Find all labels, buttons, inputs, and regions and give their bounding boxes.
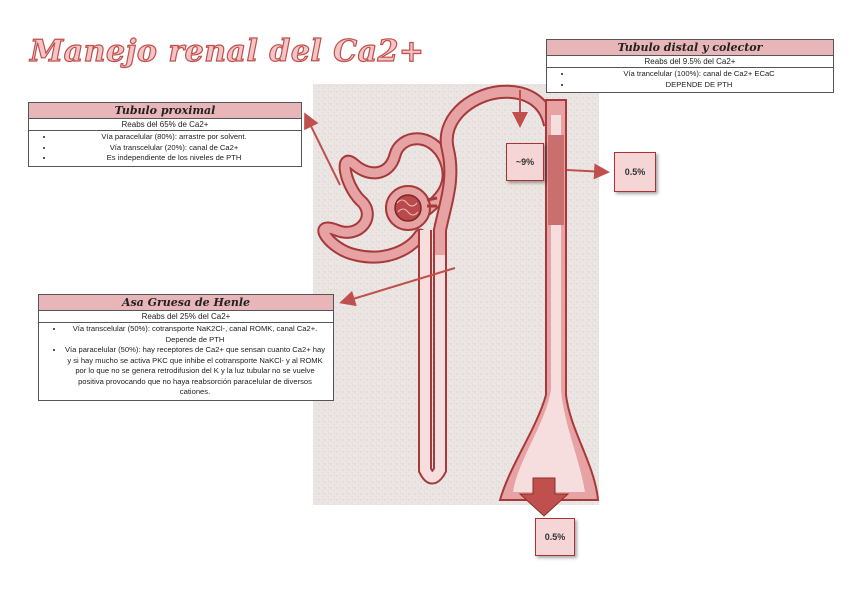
distal-subheader: Reabs del 9.5% del Ca2+: [547, 56, 834, 68]
list-item: • Vía paracelular (50%): hay receptores de Ca2+ que sensan cuanto Ca2+ hay y si hay mucho se activa PKC que inhibe el cotransporte NaKCl- y al ROMK por lo que no se genera retrodifusion del K y la luz tubular no se vuelve positiva provocando que no haya reabsorción paracelular de diversos cationes.: [64, 345, 326, 398]
proximal-header: Tubulo proximal: [29, 103, 302, 119]
excreted-pct-box: 0.5%: [535, 518, 575, 556]
proximal-subheader: Reabs del 65% de Ca2+: [29, 119, 302, 131]
list-item: • Vía transcelular (50%): cotransporte NaK2Cl-, canal ROMK, canal Ca2+. Depende de PTH: [64, 324, 326, 345]
list-item: • DEPENDE DE PTH: [572, 80, 826, 91]
page-title: Manejo renal del Ca2+: [30, 34, 425, 69]
proximal-table: [28, 102, 302, 167]
henle-table: [38, 294, 334, 401]
henle-list: [42, 323, 330, 400]
distal-table: [546, 39, 834, 93]
collector-pct-box: 0.5%: [614, 152, 656, 192]
list-item: • Vía paracelular (80%): arrastre por solvent.: [54, 132, 294, 143]
henle-subheader: Reabs del 25% del Ca2+: [39, 311, 334, 323]
distal-pct-box: ~9%: [506, 143, 544, 181]
henle-header: Asa Gruesa de Henle: [39, 295, 334, 311]
list-item: • Es independiente de los niveles de PTH: [54, 153, 294, 164]
list-item: • Vía trancelular (100%): canal de Ca2+ ECaC: [572, 69, 826, 80]
distal-header: Tubulo distal y colector: [547, 40, 834, 56]
distal-list: [550, 68, 830, 92]
proximal-list: [32, 131, 298, 166]
list-item: • Vía transcelular (20%): canal de Ca2+: [54, 143, 294, 154]
